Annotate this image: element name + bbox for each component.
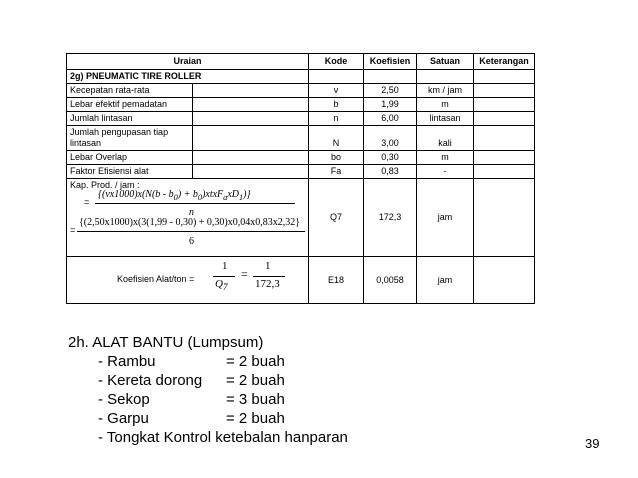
list-item [68, 352, 348, 371]
section-title: 2g) PNEUMATIC TIRE ROLLER [67, 70, 309, 84]
table-header-row [67, 54, 535, 70]
productivity-formula [67, 179, 309, 257]
formula-fraction-line [95, 203, 295, 204]
table-row [67, 84, 535, 98]
item-name: - Sekop [98, 391, 150, 408]
coef-den1: $Q_7$ [215, 278, 228, 293]
calc-fraction-line [77, 231, 305, 232]
productivity-kode: Q7 [309, 179, 364, 257]
coefficient-koefisien: 0,0058 [364, 257, 417, 304]
item-qty: = 3 buah [226, 391, 285, 408]
row-uraian-line1: Jumlah pengupasan tiap [70, 127, 169, 137]
row-uraian: Jumlah lintasan [67, 112, 193, 126]
section-2h [68, 333, 348, 447]
section-title-row [67, 70, 535, 84]
coefficient-formula [67, 257, 309, 304]
item-name: - Kereta dorong [98, 372, 203, 389]
coefficient-kode: E18 [309, 257, 364, 304]
header-keterangan: Keterangan [474, 54, 535, 70]
row-uraian-line2: lintasan [70, 138, 102, 148]
header-satuan: Satuan [417, 54, 474, 70]
table-row [67, 98, 535, 112]
row-kode: b [309, 98, 364, 112]
coef-equals: = [241, 267, 248, 281]
row-kode: N [309, 126, 364, 151]
list-item [68, 409, 348, 428]
coef-fraction-line1 [213, 276, 235, 277]
item-qty: = 2 buah [226, 410, 285, 427]
row-satuan: m [417, 98, 474, 112]
formula-numerator: {$(vx1000)x(N(b - b_0)$ + $b_0)xtxF_axD_1$)} [98, 189, 251, 202]
item-name: - Tongkat Kontrol ketebalan hanparan [98, 429, 348, 446]
coef-num2: 1 [265, 260, 271, 272]
table-row [67, 112, 535, 126]
table-row [67, 151, 535, 165]
coef-den2: 172,3 [255, 278, 280, 290]
row-koefisien: 0,30 [364, 151, 417, 165]
table-row [67, 126, 535, 151]
row-satuan: m [417, 151, 474, 165]
header-uraian: Uraian [67, 54, 309, 70]
formula-denominator: n [189, 207, 194, 218]
row-koefisien: 3,00 [364, 126, 417, 151]
list-item [68, 390, 348, 409]
row-kode: n [309, 112, 364, 126]
productivity-label: Kap. Prod. / jam : [70, 180, 140, 190]
row-koefisien: 0,83 [364, 165, 417, 179]
coef-fraction-line2 [253, 276, 285, 277]
calc-numerator: {(2,50x1000)x(3(1,99 - 0,30) + 0,30)x0,04x0,83x2,32} [79, 217, 301, 228]
row-koefisien: 1,99 [364, 98, 417, 112]
coefficient-label: Koefisien Alat/ton = [117, 274, 195, 284]
productivity-row [67, 179, 535, 257]
list-item [68, 428, 348, 447]
row-uraian: Faktor Efisiensi alat [67, 165, 193, 179]
equipment-table [66, 53, 535, 304]
equals-sign: = [84, 197, 90, 207]
section-2h-title: 2h. ALAT BANTU (Lumpsum) [68, 334, 264, 351]
row-uraian: Lebar Overlap [67, 151, 193, 165]
row-uraian: Kecepatan rata-rata [67, 84, 193, 98]
row-kode: Fa [309, 165, 364, 179]
item-qty: = 2 buah [226, 353, 285, 370]
item-name: - Garpu [98, 410, 149, 427]
calc-denominator: 6 [189, 236, 194, 247]
page-number: 39 [585, 436, 600, 451]
equals-sign: = [70, 225, 76, 235]
row-kode: bo [309, 151, 364, 165]
row-uraian [67, 126, 193, 151]
header-koefisien: Koefisien [364, 54, 417, 70]
header-kode: Kode [309, 54, 364, 70]
item-qty: = 2 buah [226, 372, 285, 389]
row-uraian: Lebar efektif pemadatan [67, 98, 193, 112]
row-satuan: km / jam [417, 84, 474, 98]
item-name: - Rambu [98, 353, 156, 370]
list-item [68, 371, 348, 390]
coefficient-satuan: jam [417, 257, 474, 304]
productivity-koefisien: 172,3 [364, 179, 417, 257]
table-row [67, 165, 535, 179]
row-koefisien: 2,50 [364, 84, 417, 98]
row-satuan: lintasan [417, 112, 474, 126]
row-kode: v [309, 84, 364, 98]
productivity-satuan: jam [417, 179, 474, 257]
coefficient-row [67, 257, 535, 304]
row-satuan: kali [417, 126, 474, 151]
row-satuan: - [417, 165, 474, 179]
coef-num1: 1 [222, 260, 228, 272]
row-koefisien: 6,00 [364, 112, 417, 126]
